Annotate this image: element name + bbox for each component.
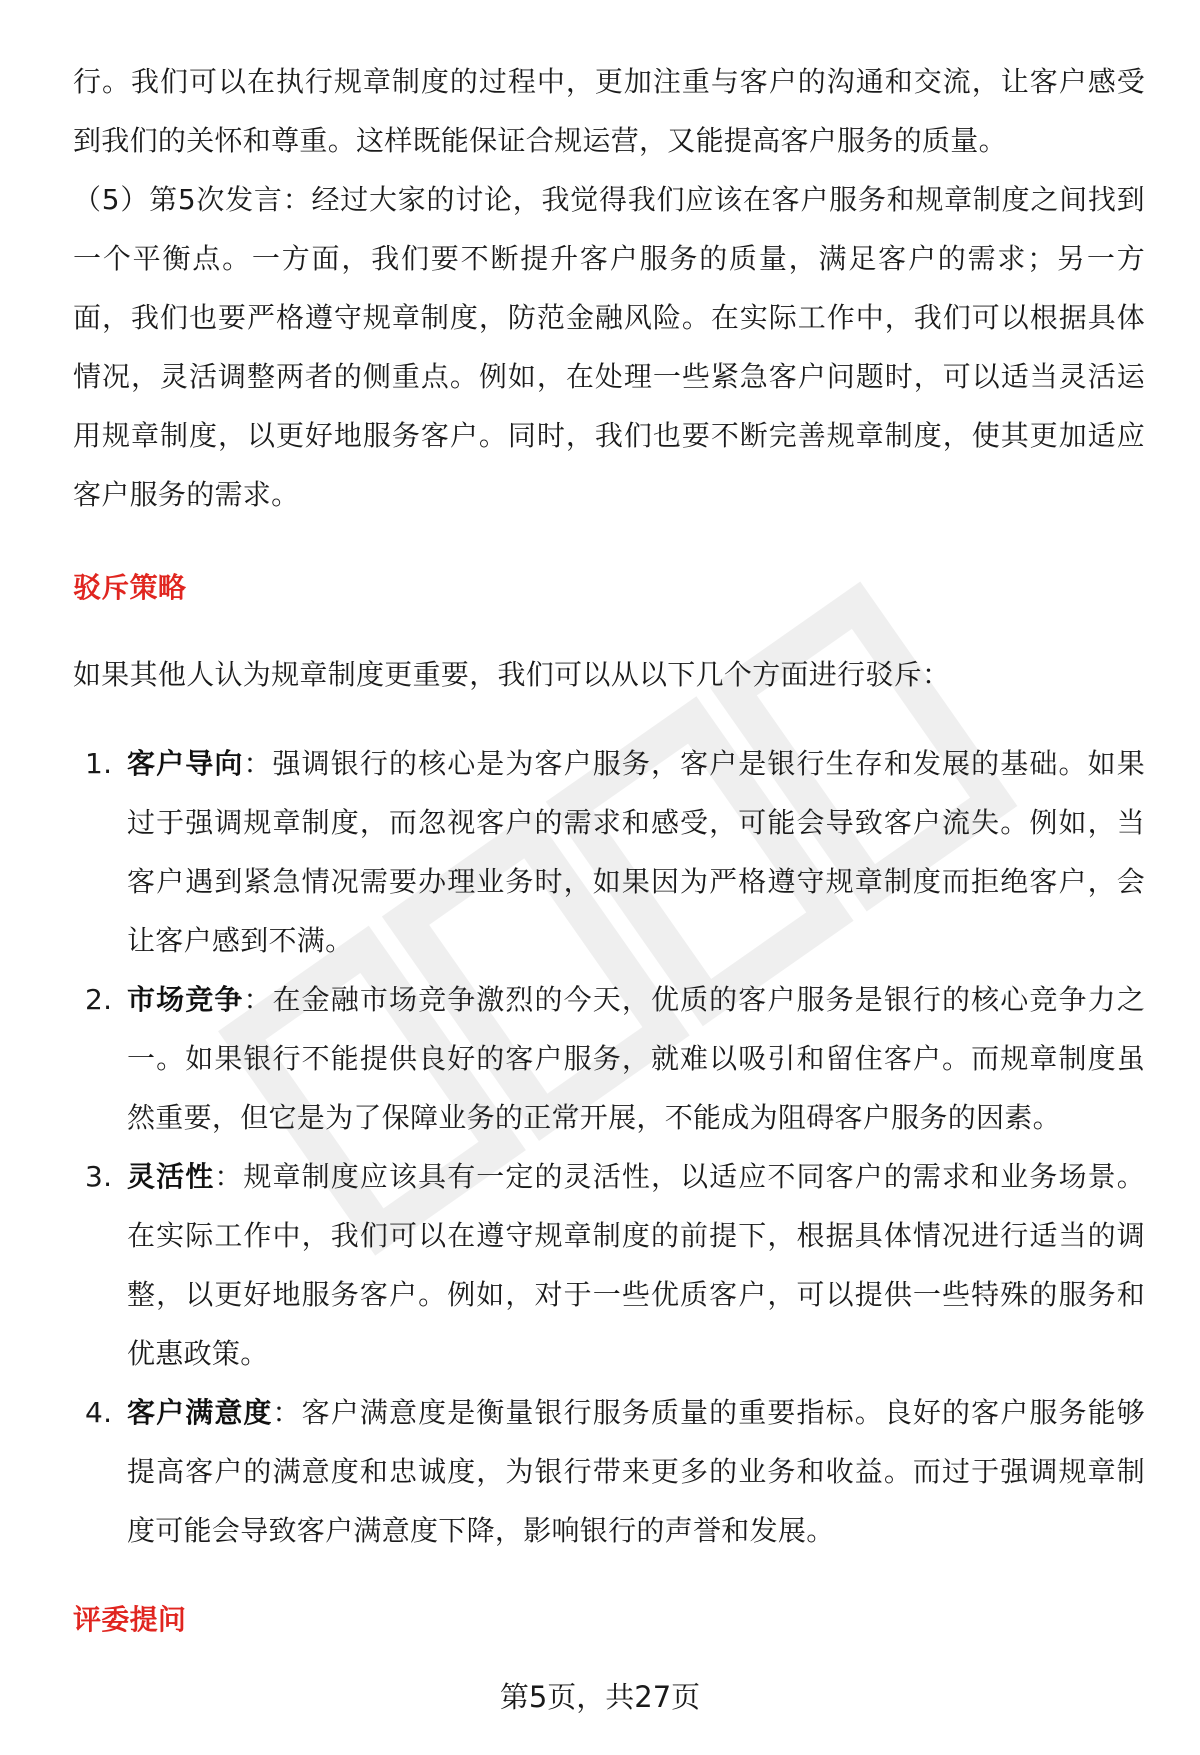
refute-strategy-list — [73, 734, 1145, 1560]
continuation-paragraph: 行。我们可以在执行规章制度的过程中，更加注重与客户的沟通和交流，让客户感受到我们的关怀和尊重。这样既能保证合规运营，又能提高客户服务的质量。 — [73, 65, 1145, 157]
list-item-number: 4. — [85, 1396, 113, 1429]
refute-strategy-heading: 驳斥策略 — [73, 571, 187, 604]
list-item-number: 1. — [85, 747, 113, 780]
document-body — [73, 52, 1145, 1677]
list-item — [73, 1383, 1145, 1560]
list-item-text: ：规章制度应该具有一定的灵活性，以适应不同客户的需求和业务场景。在实际工作中，我们可以在遵守规章制度的前提下，根据具体情况进行适当的调整，以更好地服务客户。例如，对于一些优质客户，可以提供一些特殊的服务和优惠政策。 — [127, 1160, 1145, 1370]
list-item-title: 客户导向 — [127, 747, 244, 780]
refute-intro: 如果其他人认为规章制度更重要，我们可以从以下几个方面进行驳斥： — [73, 658, 951, 691]
page-number-footer: 第5页，共27页 — [499, 1680, 701, 1714]
speech-5-paragraph: （5）第5次发言：经过大家的讨论，我觉得我们应该在客户服务和规章制度之间找到一个平衡点。一方面，我们要不断提升客户服务的质量，满足客户的需求；另一方面，我们也要严格遵守规章制度，防范金融风险。在实际工作中，我们可以根据具体情况，灵活调整两者的侧重点。例如，在处理一些紧急客户问题时，可以适当灵活运用规章制度，以更好地服务客户。同时，我们也要不断完善规章制度，使其更加适应客户服务的需求。 — [73, 183, 1145, 511]
list-item — [73, 970, 1145, 1147]
list-item — [73, 1147, 1145, 1383]
list-item-text: ：在金融市场竞争激烈的今天，优质的客户服务是银行的核心竞争力之一。如果银行不能提供良好的客户服务，就难以吸引和留住客户。而规章制度虽然重要，但它是为了保障业务的正常开展，不能成为阻碍客户服务的因素。 — [127, 983, 1145, 1134]
list-item-number: 3. — [85, 1160, 113, 1193]
list-item-number: 2. — [85, 983, 113, 1016]
list-item-title: 市场竞争 — [127, 983, 244, 1016]
list-item-title: 客户满意度 — [127, 1396, 273, 1429]
list-item-text: ：客户满意度是衡量银行服务质量的重要指标。良好的客户服务能够提高客户的满意度和忠诚度，为银行带来更多的业务和收益。而过于强调规章制度可能会导致客户满意度下降，影响银行的声誉和发展。 — [127, 1396, 1145, 1547]
list-item-title: 灵活性 — [127, 1160, 215, 1193]
judges-questions-heading: 评委提问 — [73, 1603, 187, 1636]
list-item — [73, 734, 1145, 970]
list-item-text: ：强调银行的核心是为客户服务，客户是银行生存和发展的基础。如果过于强调规章制度，而忽视客户的需求和感受，可能会导致客户流失。例如，当客户遇到紧急情况需要办理业务时，如果因为严格遵守规章制度而拒绝客户，会让客户感到不满。 — [127, 747, 1145, 957]
